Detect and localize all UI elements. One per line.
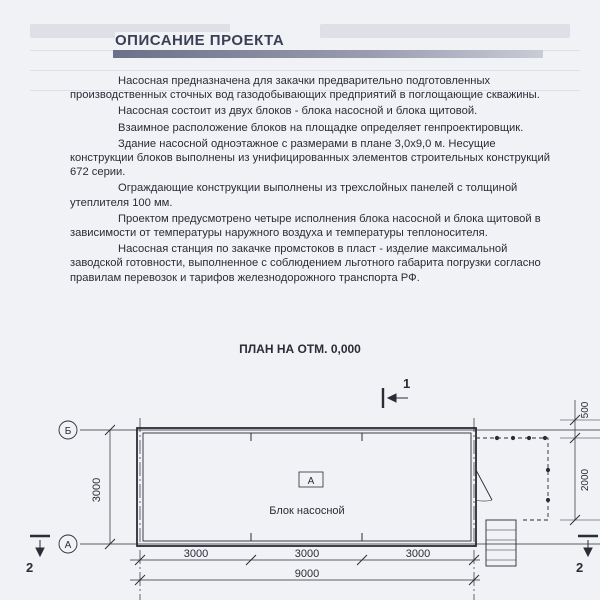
plan-title: ПЛАН НА ОТМ. 0,000 bbox=[239, 342, 361, 356]
description-paragraph: Здание насосной одноэтажное с размерами в плане 3,0х9,0 м. Несущие конструкции блоков выполнены из унифицированных элементов строительных конструкций 672 серии. bbox=[70, 137, 551, 179]
section-mark-2-left-label: 2 bbox=[26, 560, 34, 575]
section-mark-2-right-label: 2 bbox=[576, 560, 584, 575]
floor-plan-drawing bbox=[0, 360, 600, 600]
description-paragraph: Взаимное расположение блоков на площадке определяет генпроектировщик. bbox=[118, 121, 524, 134]
section-mark-1-label: 1 bbox=[403, 376, 411, 391]
project-description bbox=[70, 74, 560, 287]
axis-label-b: Б bbox=[64, 426, 72, 437]
entrance-stairs bbox=[486, 520, 516, 566]
dim-right-mid-label: 2000 bbox=[580, 468, 591, 492]
description-paragraph: Насосная предназначена для закачки предварительно подготовленных производственных сточных вод газодобывающих предприятий в поглощающие скважины. bbox=[70, 75, 540, 102]
dim-span-3-label: 3000 bbox=[405, 548, 431, 560]
room-tag: А bbox=[307, 476, 315, 487]
header-band bbox=[113, 50, 543, 58]
dim-total-label: 9000 bbox=[294, 568, 320, 580]
axis-label-a: А bbox=[64, 540, 72, 551]
description-paragraph: Насосная состоит из двух блоков - блока насосной и блока щитовой. bbox=[118, 105, 478, 118]
annex-railing bbox=[476, 438, 548, 520]
dim-height-label: 3000 bbox=[91, 477, 103, 503]
description-paragraph: Ограждающие конструкции выполнены из трехслойных панелей с толщиной утеплителя 100 мм. bbox=[70, 182, 518, 209]
room-label: Блок насосной bbox=[269, 505, 345, 517]
door-leaf bbox=[476, 470, 492, 500]
dim-span-2-label: 3000 bbox=[294, 548, 320, 560]
dim-right-top-label: 500 bbox=[580, 401, 591, 419]
section-title: ОПИСАНИЕ ПРОЕКТА bbox=[115, 32, 292, 49]
dim-span-1-label: 3000 bbox=[183, 548, 209, 560]
section-header bbox=[58, 30, 578, 64]
description-paragraph: Проектом предусмотрено четыре исполнения блока насосной и блока щитовой в зависимости от температуры наружного воздуха и температуры теплоносителя. bbox=[70, 212, 541, 240]
description-paragraph: Насосная станция по закачке промстоков в пласт - изделие максимальной заводской готовности, выполненное с соблюдением льготного габарита погрузки согласно правилам перевозок и тарифов железнодорожного транспорта РФ. bbox=[70, 243, 541, 284]
